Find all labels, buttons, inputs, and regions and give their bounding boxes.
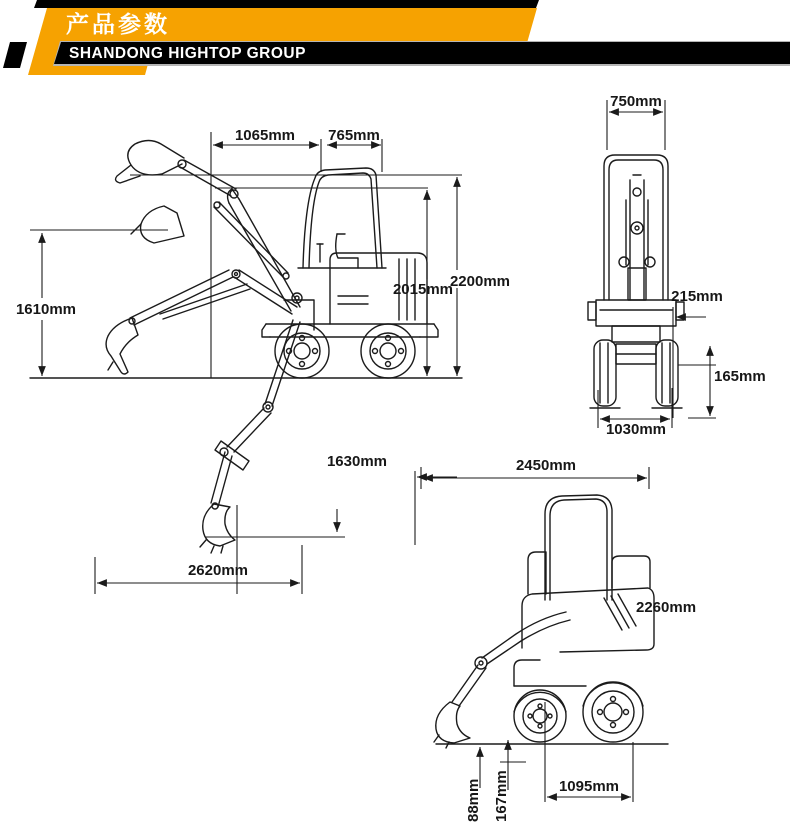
dim-max-reach-label: 2620mm	[187, 562, 249, 579]
dim-canopy-width-label: 750mm	[610, 93, 662, 110]
dim-canopy-length-label: 765mm	[328, 127, 380, 144]
dim-boom-offset-label: 1065mm	[234, 127, 296, 144]
dim-bucket-pin-height-label: 1610mm	[15, 301, 77, 318]
side-view-drawing	[30, 141, 462, 554]
dim-front-clearance-label: 88mm	[465, 778, 482, 822]
dim-dig-depth-label: 1630mm	[326, 453, 388, 470]
dim-overall-length-label: 2450mm	[515, 457, 577, 474]
transport-view-drawing	[434, 495, 668, 748]
dim-wheelbase-label: 1095mm	[558, 778, 620, 795]
dim-overall-height-label: 2260mm	[636, 599, 697, 616]
side-view-dimensions	[16, 127, 510, 594]
dim-axle-clearance-label: 167mm	[493, 770, 510, 822]
company-name: SHANDONG HIGHTOP GROUP	[69, 45, 306, 62]
page-title: 产品参数	[66, 11, 170, 37]
rear-view-dimensions	[598, 93, 766, 438]
header	[0, 0, 790, 80]
dim-overall-width-label: 1030mm	[605, 421, 667, 438]
dimension-diagram	[0, 80, 790, 829]
rear-view-drawing	[588, 155, 684, 408]
dim-side-offset-label: 215mm	[671, 288, 723, 305]
dim-canopy-height-label: 2015mm	[392, 281, 454, 298]
transport-view-dimensions	[421, 457, 696, 822]
dim-ground-clearance-label: 165mm	[714, 368, 766, 385]
dim-max-height-label: 2200mm	[449, 273, 511, 290]
